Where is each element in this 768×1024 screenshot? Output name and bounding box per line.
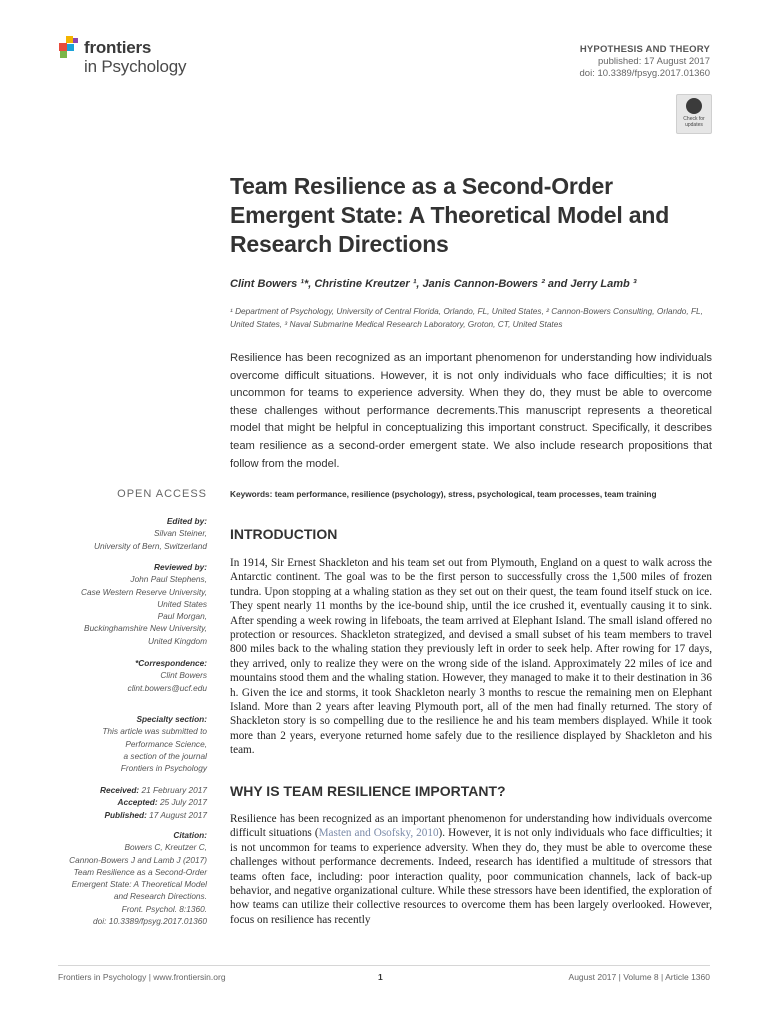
badge-text: Check for updates <box>683 116 705 128</box>
reviewed-by-block <box>81 561 207 647</box>
correspondence-name: Clint Bowers <box>160 670 207 681</box>
editor-line: Silvan Steiner, <box>153 528 207 539</box>
citation-doi[interactable]: doi: 10.3389/fpsyg.2017.01360 <box>93 916 207 927</box>
citation-line: and Research Directions. <box>113 891 207 902</box>
doi[interactable]: doi: 10.3389/fpsyg.2017.01360 <box>579 68 710 79</box>
dates-block <box>100 784 207 821</box>
specialty-line: Frontiers in Psychology <box>120 763 207 774</box>
specialty-label: Specialty section: <box>136 714 207 724</box>
frontiers-logo-icon <box>56 34 82 60</box>
why-resilience-paragraph <box>230 812 712 927</box>
reviewer-line: Buckinghamshire New University, <box>84 623 207 634</box>
received-label: Received: <box>99 785 140 795</box>
citation-line: Bowers C, Kreutzer C, <box>124 842 207 853</box>
section-heading-introduction: INTRODUCTION <box>230 526 338 542</box>
section-heading-why-resilience: WHY IS TEAM RESILIENCE IMPORTANT? <box>230 783 506 799</box>
paragraph-text: ). However, it is not only individuals who face difficulties; it is not uncommon for teams to experience adversity. When they do, they must be able to overcome these challenges without performance decrements. Indeed, research has identified a multitude of stressors that teams often face, including: poor interaction quality, poor communication channels, lack of back-up behavior, and negative organizational culture. While these stressors have been identified, the exploration of how teams can utilize their collective resources to overcome them has been largely overlooked. However, focus on resilience has recently <box>230 827 713 926</box>
journal-logo <box>56 34 216 80</box>
correspondence-label: *Correspondence: <box>135 658 207 668</box>
citation-line: Cannon-Bowers J and Lamb J (2017) <box>69 854 207 865</box>
reviewer-line: United States <box>157 598 207 609</box>
keywords: Keywords: team performance, resilience (psychology), stress, psychological, team processes, team training <box>230 489 657 499</box>
published-date: published: 17 August 2017 <box>598 56 710 67</box>
footer-journal[interactable]: Frontiers in Psychology | www.frontiersin.org <box>58 972 226 982</box>
correspondence-email[interactable]: clint.bowers@ucf.edu <box>127 682 207 693</box>
specialty-line: This article was submitted to <box>102 726 207 737</box>
published-date-side: 17 August 2017 <box>149 809 207 820</box>
introduction-paragraph: In 1914, Sir Ernest Shackleton and his team set out from Plymouth, England on a quest to walk across the Antarctic continent. The goal was to be the first person to successfully cross the 1,500 miles of frozen tundra. Upon stopping at a whaling station as they set out on their quest, the team found itself stuck on ice. They spent nearly 11 months by the ice-bound ship, until the ice crushed it, eventually causing it to sink. After spending a week rowing in lifeboats, the team arrived at Elephant Island. The small island offered no protection or resources. Shackleton strategized, and devised a small subset of his team members to travel 800 miles back to the whaling station they previously left in order to seek help. After rowing for 17 days, they arrived, only to realize they were on the wrong side of the island. Approximately 22 miles of ice and mountains stood them and the whaling station. However, they managed to make it to their destination in 36 h. Given the ice and storms, it took Shackleton nearly 3 months to rescue the remaining men on Elephant Island. More than 2 years after leaving Plymouth port, all of the men had finally returned. The story of Shackleton story is so compelling due to the resilience he and his team members displayed. While it took more than 2 years, everyone returned home safely due to the resilience displayed by Shackleton and his team. <box>230 557 712 757</box>
citation-label: Citation: <box>173 830 207 840</box>
citation-line: Emergent State: A Theoretical Model <box>71 879 207 890</box>
article-type: HYPOTHESIS AND THEORY <box>579 44 710 55</box>
editor-line: University of Bern, Switzerland <box>94 540 207 551</box>
correspondence-block <box>128 657 207 694</box>
specialty-line: a section of the journal <box>123 750 207 761</box>
reviewer-line: Case Western Reserve University, <box>80 586 207 597</box>
open-access-label: OPEN ACCESS <box>117 488 207 500</box>
article-title: Team Resilience as a Second-Order Emergent State: A Theoretical Model and Research Directions <box>230 173 670 257</box>
affiliations: ¹ Department of Psychology, University of Central Florida, Orlando, FL, United States, ² Cannon-Bowers Consulting, Orlando, FL, United States, ³ Naval Submarine Medical Research Laboratory, Groton, CT, United States <box>230 306 703 329</box>
citation-block <box>69 829 207 927</box>
check-for-updates-badge[interactable] <box>676 94 712 134</box>
citation-line: Team Resilience as a Second-Order <box>73 866 207 877</box>
accepted-label: Accepted: <box>117 797 158 808</box>
reviewer-line: Paul Morgan, <box>157 611 207 622</box>
published-label: Published: <box>104 809 147 820</box>
edited-by-label: Edited by: <box>166 516 207 526</box>
page-number: 1 <box>378 972 383 982</box>
received-date: 21 February 2017 <box>141 785 207 795</box>
check-updates-icon <box>686 98 702 114</box>
edited-by-block <box>94 515 207 552</box>
article-header-meta <box>580 44 710 80</box>
journal-name-line2: in Psychology <box>84 57 187 76</box>
specialty-section-block <box>102 713 207 774</box>
citation-line: Front. Psychol. 8:1360. <box>121 903 207 914</box>
citation-link[interactable]: Masten and Osofsky, 2010 <box>318 827 439 840</box>
reviewed-by-label: Reviewed by: <box>153 562 207 572</box>
specialty-line: Performance Science, <box>125 738 207 749</box>
reviewer-line: United Kingdom <box>147 635 207 646</box>
footer-divider <box>58 965 710 966</box>
reviewer-line: John Paul Stephens, <box>130 574 207 585</box>
paragraph-text: Resilience has been recognized as an important phenomenon for understanding how individuals overcome difficult situations ( <box>230 813 712 840</box>
accepted-date: 25 July 2017 <box>159 797 207 808</box>
abstract: Resilience has been recognized as an important phenomenon for understanding how individuals overcome difficult situations. However, it is not only individuals who face difficulties; it is not uncommon for teams to experience adversity. When they do, they must be able to overcome these challenges without performance decrements.This manuscript represents a theoretical model that might be helpful in conceptualizing this important construct. Specifically, it describes team resilience as a second-order emergent state. We also include research propositions that follow from the model. <box>230 352 712 470</box>
author-list: Clint Bowers ¹*, Christine Kreutzer ¹, Janis Cannon-Bowers ² and Jerry Lamb ³ <box>230 278 637 290</box>
footer-volume: August 2017 | Volume 8 | Article 1360 <box>568 972 710 982</box>
journal-name-line1: frontiers <box>84 38 152 57</box>
